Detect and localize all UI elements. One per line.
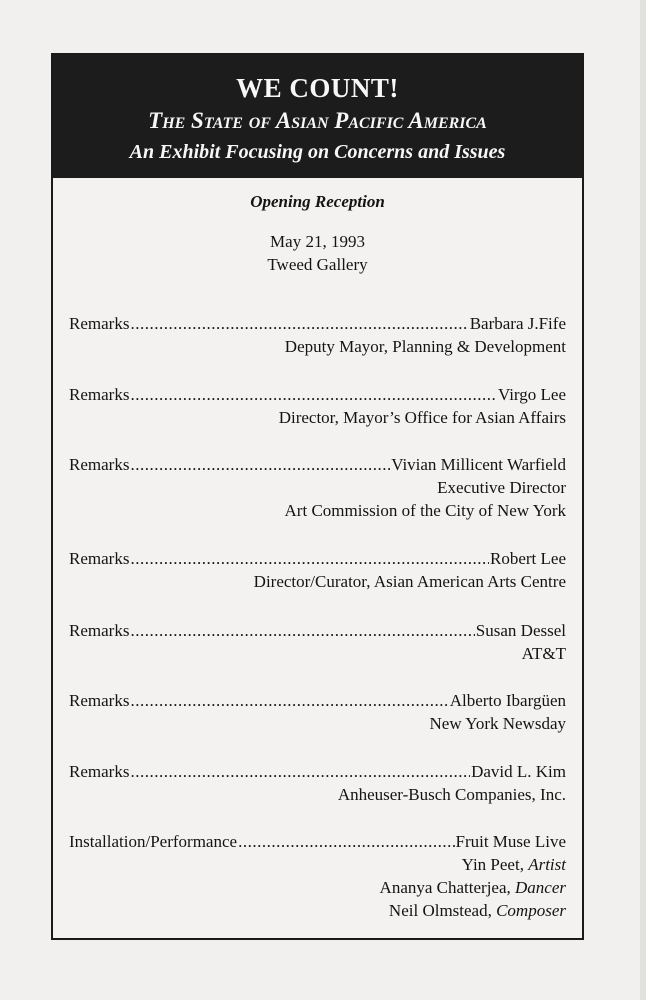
performer-credit: Neil Olmstead, Composer <box>388 901 566 920</box>
performance-name: Fruit Muse Live <box>455 832 566 851</box>
exhibit-tagline: An Exhibit Focusing on Concerns and Issues <box>129 141 506 163</box>
event-venue: Tweed Gallery <box>267 255 368 274</box>
dot-leader <box>130 689 448 712</box>
speaker-name: Virgo Lee <box>497 385 566 404</box>
dot-leader <box>130 312 468 335</box>
entry-role: Installation/Performance <box>69 832 238 851</box>
event-date: May 21, 1993 <box>270 232 365 251</box>
program-entry <box>69 619 566 665</box>
speaker-name: Alberto Ibargüen <box>449 691 566 710</box>
dot-leader <box>130 383 497 406</box>
speaker-organization: New York Newsday <box>429 714 566 733</box>
reception-heading: Opening Reception <box>250 192 385 211</box>
performer-credit: Ananya Chatterjea, Dancer <box>379 878 566 897</box>
program-entry <box>69 453 566 522</box>
program-entry <box>69 383 566 429</box>
dot-leader <box>130 453 390 476</box>
performer-name: Ananya Chatterjea <box>379 878 507 897</box>
entry-role: Remarks <box>69 455 130 474</box>
program-card <box>51 53 584 940</box>
exhibit-title: WE COUNT! <box>236 73 399 103</box>
speaker-name: Barbara J.Fife <box>469 314 566 333</box>
performer-credit: Yin Peet, Artist <box>461 855 566 874</box>
speaker-organization: Anheuser-Busch Companies, Inc. <box>337 785 566 804</box>
entry-role: Remarks <box>69 314 130 333</box>
exhibit-subtitle: The State of Asian Pacific America <box>148 108 487 133</box>
speaker-name: Vivian Millicent Warfield <box>391 455 566 474</box>
performer-role: Composer <box>496 901 566 920</box>
entry-role: Remarks <box>69 762 130 781</box>
performer-role: Artist <box>528 855 566 874</box>
entry-role: Remarks <box>69 549 130 568</box>
speaker-organization: Art Commission of the City of New York <box>284 501 566 520</box>
speaker-name: David L. Kim <box>471 762 566 781</box>
dot-leader <box>238 830 454 853</box>
program-entry <box>69 760 566 806</box>
speaker-name: Susan Dessel <box>475 621 566 640</box>
entry-role: Remarks <box>69 691 130 710</box>
dot-leader <box>130 547 489 570</box>
program-entry <box>69 547 566 593</box>
program-entry <box>69 689 566 735</box>
speaker-title: Executive Director <box>437 478 566 497</box>
dot-leader <box>130 760 470 783</box>
speaker-title: Deputy Mayor, Planning & Development <box>284 337 566 356</box>
entry-role: Remarks <box>69 385 130 404</box>
performer-role: Dancer <box>515 878 566 897</box>
dot-leader <box>130 619 474 642</box>
program-entry <box>69 312 566 358</box>
performer-name: Neil Olmstead <box>388 901 488 920</box>
program-entry <box>69 830 566 922</box>
page-edge <box>640 0 646 1000</box>
speaker-title: Director/Curator, Asian American Arts Centre <box>253 572 566 591</box>
performer-name: Yin Peet <box>461 855 520 874</box>
title-banner <box>53 55 582 178</box>
entry-role: Remarks <box>69 621 130 640</box>
speaker-organization: AT&T <box>521 644 566 663</box>
speaker-title: Director, Mayor’s Office for Asian Affairs <box>278 408 566 427</box>
speaker-name: Robert Lee <box>490 549 566 568</box>
